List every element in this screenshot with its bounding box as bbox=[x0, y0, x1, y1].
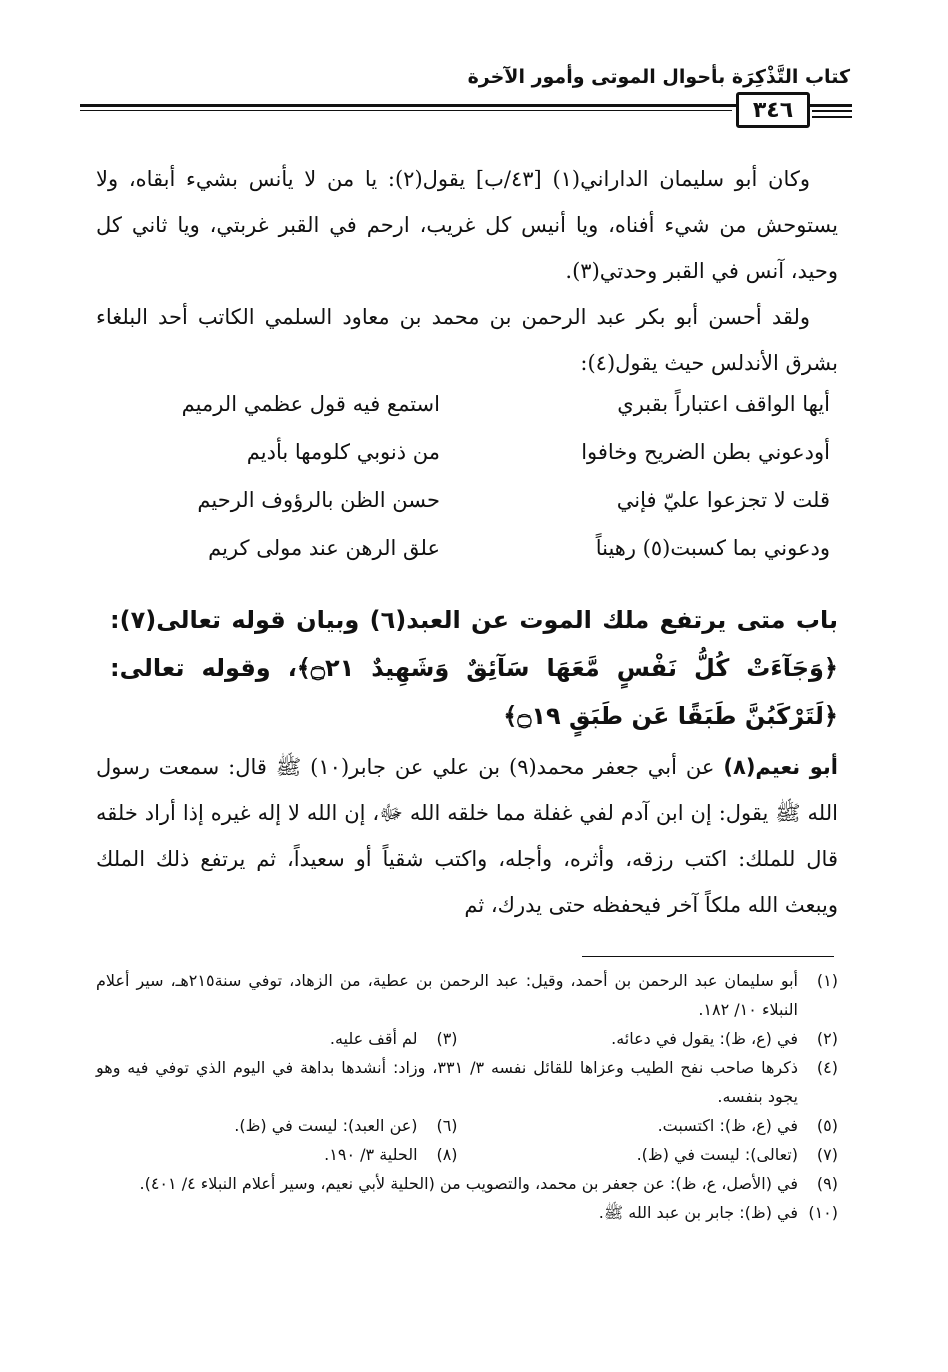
footnote-number: (١٠) bbox=[808, 1203, 838, 1222]
footnote-text: أبو سليمان عبد الرحمن بن أحمد، وقيل: عبد الرحمن بن عطية، من الزهاد، توفي سنة٢١٥هـ، سير أعلام النبلاء ١٠/ ١٨٢. bbox=[96, 971, 799, 1019]
paragraph-text: ولقد أحسن أبو بكر عبد الرحمن بن محمد بن معاود السلمي الكاتب أحد البلغاء بشرق الأندلس حيث يقول(٤): bbox=[96, 305, 838, 375]
footnote-row bbox=[96, 1140, 838, 1169]
footnote bbox=[96, 1140, 458, 1169]
footnote bbox=[96, 1169, 838, 1198]
footnote-text: (عن العبد): ليست في (ظ). bbox=[234, 1116, 418, 1135]
poem-hemistich: قلت لا تجزعوا عليّ فإني bbox=[616, 488, 830, 512]
footnote bbox=[96, 1198, 838, 1227]
poem bbox=[110, 392, 830, 584]
poem-line bbox=[110, 488, 830, 536]
poem-hemistich: حسن الظن بالرؤوف الرحيم bbox=[197, 488, 440, 512]
footnote-number: (٣) bbox=[436, 1029, 458, 1048]
footnote-text: ذكرها صاحب نفح الطيب وعزاها للقائل نفسه ٣/ ٣٣١، وزاد: أنشدها بداهة في اليوم الذي توفي فيه وهو يجود بنفسه. bbox=[96, 1058, 799, 1106]
footnote bbox=[458, 1111, 838, 1140]
paragraph-text: وكان أبو سليمان الداراني(١) [٤٣/ب] يقول(٢): يا من لا يأنس بشيء أبقاه، ولا يستوحش من شيء أفناه، ويا أنيس كل غريب، ارحم في القبر غربتي، ويا ثاني كل وحيد، آنس في القبر وحدتي(٣). bbox=[96, 167, 838, 283]
footnote-number: (٩) bbox=[816, 1174, 838, 1193]
footnote bbox=[96, 1111, 458, 1140]
footnote bbox=[458, 1140, 838, 1169]
hadith-text: عن أبي جعفر محمد(٩) بن علي عن جابر(١٠) ﷺ قال: سمعت رسول الله ﷺ يقول: إن ابن آدم لفي غفلة مما خلقه الله ﷻ، إن الله لا إله غيره إذا أراد خلقه قال للملك: اكتب رزقه، وأثره، وأجله، واكتب شقياً أو سعيداً، ثم يرتفع ذلك الملك ويبعث الله ملكاً آخر فيحفظه حتى يدرك، ثم bbox=[96, 755, 838, 917]
footnote-number: (١) bbox=[816, 971, 838, 990]
poem-hemistich: علق الرهن عند مولى كريم bbox=[208, 536, 440, 560]
poem-hemistich: استمع فيه قول عظمي الرميم bbox=[181, 392, 440, 416]
poem-hemistich: من ذنوبي كلومها بأديم bbox=[246, 440, 440, 464]
header-rule-right bbox=[812, 116, 852, 118]
running-title: كتاب التَّذْكِرَة بأحوال الموتى وأمور الآخرة bbox=[467, 66, 850, 88]
page-header bbox=[80, 66, 850, 102]
footnote-number: (٥) bbox=[816, 1116, 838, 1135]
chapter-heading: باب متى يرتفع ملك الموت عن العبد(٦) وبيان قوله تعالى(٧): ﴿وَجَآءَتْ كُلُّ نَفْسٍ مَّعَهَا سَآئِقٌ وَشَهِيدٌ ۝٢١﴾، وقوله تعالى: ﴿لَتَرْكَبُنَّ طَبَقًا عَن طَبَقٍ ۝١٩﴾ bbox=[110, 606, 838, 730]
paragraph-1 bbox=[96, 156, 838, 294]
header-rule-right bbox=[812, 110, 852, 112]
footnote bbox=[96, 1024, 458, 1053]
header-rule-thin bbox=[80, 110, 732, 111]
footnote-row bbox=[96, 1024, 838, 1053]
footnote-text: في (ع، ظ): يقول في دعائه. bbox=[611, 1029, 798, 1048]
poem-line bbox=[110, 440, 830, 488]
poem-hemistich: ودعوني بما كسبت(٥) رهيناً bbox=[595, 536, 830, 560]
paragraph-2 bbox=[96, 294, 838, 386]
footnote-text: (تعالى): ليست في (ظ). bbox=[636, 1145, 798, 1164]
poem-line bbox=[110, 536, 830, 584]
footnote-text: في (ع، ظ): اكتسبت. bbox=[657, 1116, 798, 1135]
footnote-text: في (ظ): جابر بن عبد الله ﷺ. bbox=[598, 1203, 798, 1222]
poem-line bbox=[110, 392, 830, 440]
footnote-separator bbox=[582, 956, 834, 957]
page-number: ٣٤٦ bbox=[736, 92, 810, 128]
hadith-narrator: أبو نعيم(٨) bbox=[723, 755, 839, 779]
poem-hemistich: أيها الواقف اعتباراً بقبري bbox=[617, 392, 830, 416]
footnote-text: في (الأصل، ع، ظ): عن جعفر بن محمد، والتصويب من (الحلية لأبي نعيم، وسير أعلام النبلاء ٤/ ٤٠١). bbox=[139, 1174, 798, 1193]
footnote-text: الحلية ٣/ ١٩٠. bbox=[324, 1145, 418, 1164]
hadith-paragraph bbox=[96, 744, 838, 928]
footnote-number: (٤) bbox=[816, 1058, 838, 1077]
footnote-text: لم أقف عليه. bbox=[329, 1029, 418, 1048]
footnote bbox=[96, 1053, 838, 1111]
footnote bbox=[458, 1024, 838, 1053]
footnote-number: (٢) bbox=[816, 1029, 838, 1048]
header-rule-right bbox=[812, 104, 852, 106]
poem-hemistich: أودعوني بطن الضريح وخافوا bbox=[581, 440, 830, 464]
footnote bbox=[96, 966, 838, 1024]
footnote-row bbox=[96, 1111, 838, 1140]
footnotes bbox=[96, 966, 838, 1227]
footnote-number: (٦) bbox=[436, 1116, 458, 1135]
footnote-number: (٨) bbox=[436, 1145, 458, 1164]
footnote-number: (٧) bbox=[816, 1145, 838, 1164]
